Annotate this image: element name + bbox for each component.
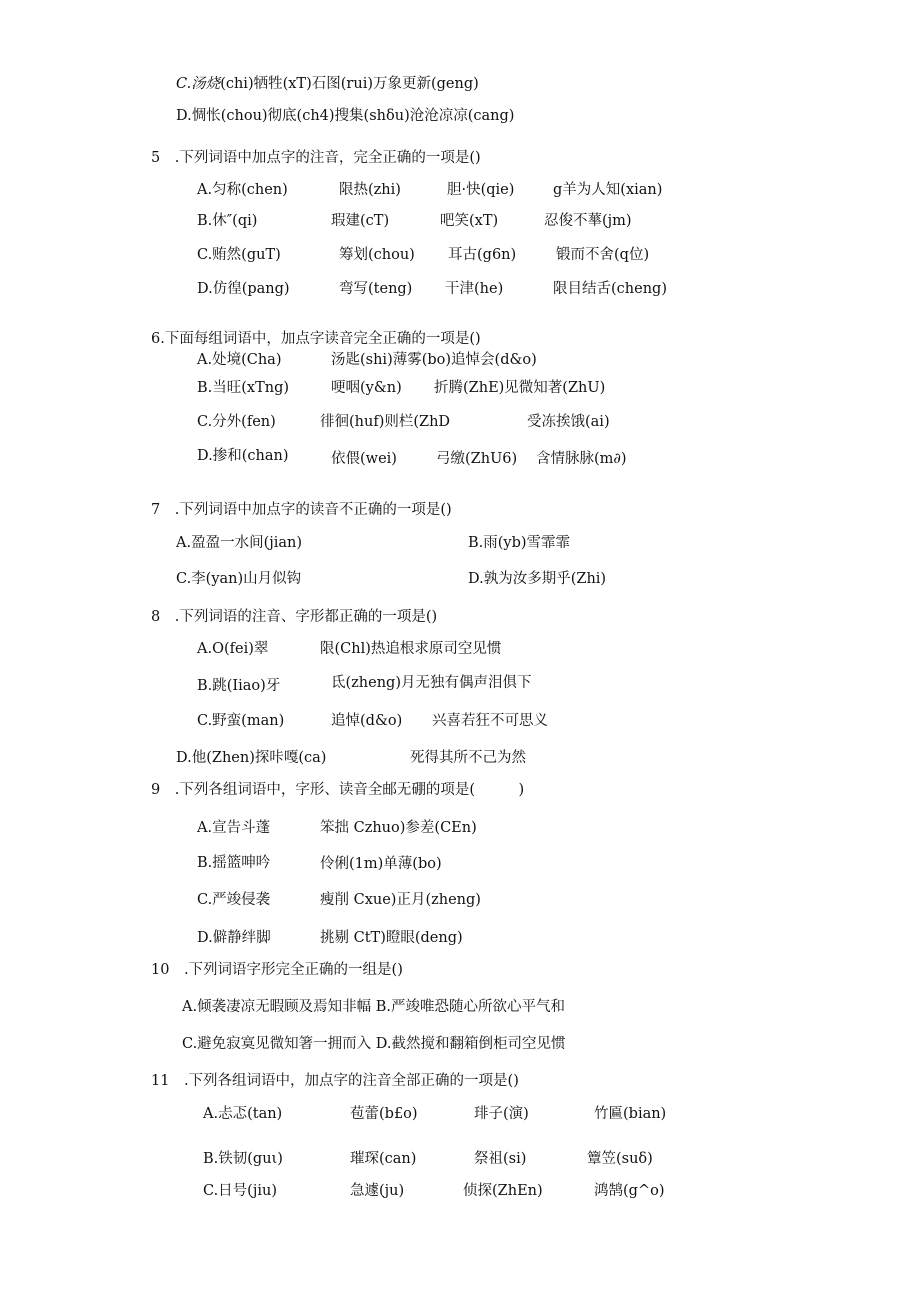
q10-options-ab: A.倾袭凄凉无暇顾及焉知非幅 B.严竣唯恐随心所欲心平气和: [182, 999, 565, 1015]
q5-c-4: 锻而不舍(q位): [556, 247, 650, 263]
q6-d-2: 依偎(wei): [331, 451, 397, 467]
q5-d-3: 干津(he): [445, 281, 504, 297]
q8-c-3: 兴喜若狂不可思义: [432, 713, 548, 729]
q6-c-2: 徘徊(huf)则栏(ZhD: [320, 414, 451, 430]
q7-b: B.雨(yb)雪霏霏: [468, 535, 571, 551]
q11-c-1: C.日号(jiu): [203, 1183, 277, 1199]
q8-c-1: C.野蛮(man): [197, 713, 285, 729]
option-c-prev-italic: C.汤烧: [176, 76, 221, 92]
q11-b-4: 簟笠(suδ): [587, 1151, 653, 1167]
q6-d-4: 含情脉脉(m∂): [536, 451, 627, 467]
q6-b-3: 折腾(ZhE)见微知著(ZhU): [434, 380, 606, 396]
q9-b-1: B.摇篮呻吟: [197, 855, 271, 871]
q7-a: A.盈盈一水间(jian): [176, 535, 303, 551]
option-d-prev: D.惆怅(chou)彻底(ch4)搜集(shδu)沧沧凉凉(cang): [176, 108, 515, 124]
option-c-prev: [176, 75, 479, 93]
question-5-stem: 5 .下列词语中加点字的注音，完全正确的一项是(): [151, 150, 481, 166]
q9-a-1: A.宣告斗蓬: [197, 820, 271, 836]
q5-d-4: 限目结舌(cheng): [553, 281, 667, 297]
q5-a-1: A.匀称(chen): [197, 182, 288, 198]
question-9-stem: 9 .下列各组词语中，字形、读音全邮无硼的项是( ): [151, 782, 525, 798]
q5-b-1: B.休″(qi): [197, 213, 258, 229]
q11-c-2: 急遽(ju): [350, 1183, 405, 1199]
q11-a-3: 琲子(演): [474, 1106, 529, 1122]
q11-b-1: B.铁韧(guι): [203, 1151, 283, 1167]
q9-d-1: D.僻静绊脚: [197, 930, 271, 946]
q6-a-2: 汤匙(shi)薄雾(bo)追悼会(d&o): [331, 352, 537, 368]
q5-b-2: 瑕建(cT): [331, 213, 390, 229]
q8-a-2: 限(Chl)热追根求原司空见惯: [320, 641, 502, 657]
q8-b-1: B.跳(Iiao)牙: [197, 678, 281, 694]
q9-a-2: 笨拙 Czhuo)参差(CEn): [320, 820, 477, 836]
q5-c-2: 筹划(chou): [339, 247, 415, 263]
q6-c-1: C.分外(fen): [197, 414, 276, 430]
q6-b-1: B.当旺(xTng): [197, 380, 290, 396]
q11-b-3: 祭祖(si): [474, 1151, 527, 1167]
q5-a-2: 限热(zhi): [339, 182, 401, 198]
q6-d-1: D.掺和(chan): [197, 448, 289, 464]
q5-c-1: C.贿然(guT): [197, 247, 281, 263]
q5-c-3: 耳古(g6n): [448, 247, 517, 263]
q9-c-2: 瘦削 Cxue)正月(zheng): [320, 892, 481, 908]
q11-a-1: A.忐忑(tan): [203, 1106, 283, 1122]
question-11-stem: 11 .下列各组词语中，加点字的注音全部正确的一项是(): [151, 1073, 519, 1089]
q10-options-cd: C.避免寂寞见微知箸一拥而入 D.截然搅和翻箱倒柜司空见惯: [182, 1036, 566, 1052]
option-c-prev-rest: (chi)牺牲(xT)石图(rui)万象更新(geng): [220, 76, 479, 92]
q11-b-2: 璀琛(can): [350, 1151, 417, 1167]
question-7-stem: 7 .下列词语中加点字的读音不正确的一项是(): [151, 502, 452, 518]
q5-a-3: 胆·快(qie): [447, 182, 515, 198]
q8-d-1: D.他(Zhen)探咔嘎(ca): [176, 750, 327, 766]
q8-b-2: 氐(zheng)月无独有偶声泪俱下: [331, 675, 532, 691]
q8-d-2: 死得其所不己为然: [410, 750, 526, 766]
q9-c-1: C.严竣侵袭: [197, 892, 271, 908]
q8-c-2: 追悼(d&o): [331, 713, 403, 729]
q11-a-4: 竹匾(bian): [594, 1106, 667, 1122]
question-10-stem: 10 .下列词语字形完全正确的一组是(): [151, 962, 403, 978]
q9-d-2: 挑剔 CtT)瞪眼(deng): [320, 930, 463, 946]
q5-d-2: 弯写(teng): [339, 281, 413, 297]
q5-b-4: 忍俊不蕐(jm): [544, 213, 632, 229]
q6-a-1: A.处境(Cha): [197, 352, 282, 368]
q6-d-3: 弓缴(ZhU6): [436, 451, 518, 467]
q8-a-1: A.O(fei)翠: [197, 641, 269, 657]
question-6-stem: 6.下面每组词语中，加点字读音完全正确的一项是(): [151, 331, 481, 347]
q5-a-4: g羊为人知(xian): [553, 182, 663, 198]
q11-a-2: 苞蕾(b£o): [350, 1106, 418, 1122]
q11-c-3: 侦探(ZhEn): [463, 1183, 543, 1199]
q11-c-4: 鸿鹄(g^o): [594, 1183, 665, 1199]
q7-c: C.李(yan)山月似钩: [176, 571, 302, 587]
q6-c-3: 受冻挨饿(ai): [527, 414, 610, 430]
q6-b-2: 哽咽(y&n): [331, 380, 402, 396]
q9-b-2: 伶俐(1m)单薄(bo): [320, 856, 442, 872]
q5-d-1: D.仿徨(pang): [197, 281, 290, 297]
q7-d: D.孰为汝多期乎(Zhi): [468, 571, 607, 587]
question-8-stem: 8 .下列词语的注音、字形都正确的一项是(): [151, 609, 438, 625]
q5-b-3: 吧笑(xT): [440, 213, 499, 229]
